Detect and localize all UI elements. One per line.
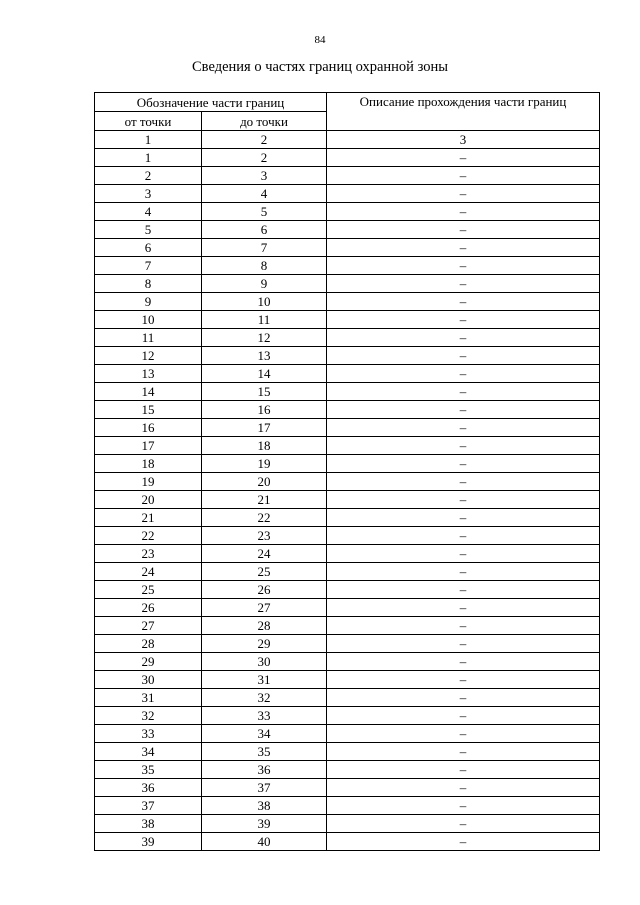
cell-from-point: 39 [95,833,202,851]
cell-description: – [327,491,600,509]
table-row [95,149,600,167]
cell-to-point: 37 [202,779,327,797]
cell-to-point: 8 [202,257,327,275]
cell-from-point: 7 [95,257,202,275]
table-row [95,797,600,815]
table-row [95,599,600,617]
table-row [95,653,600,671]
cell-to-point: 36 [202,761,327,779]
column-number-3: 3 [327,131,600,149]
table-row [95,329,600,347]
table-row [95,383,600,401]
cell-from-point: 22 [95,527,202,545]
cell-description: – [327,455,600,473]
header-to-point: до точки [202,112,327,131]
cell-from-point: 30 [95,671,202,689]
table-row [95,203,600,221]
cell-to-point: 30 [202,653,327,671]
table-header [95,93,600,131]
cell-description: – [327,545,600,563]
cell-to-point: 14 [202,365,327,383]
table-row [95,257,600,275]
cell-description: – [327,239,600,257]
cell-from-point: 27 [95,617,202,635]
cell-description: – [327,221,600,239]
table-row [95,293,600,311]
cell-to-point: 5 [202,203,327,221]
table-row [95,671,600,689]
cell-description: – [327,167,600,185]
cell-description: – [327,257,600,275]
cell-to-point: 12 [202,329,327,347]
table-row [95,725,600,743]
cell-description: – [327,815,600,833]
cell-to-point: 2 [202,149,327,167]
cell-from-point: 4 [95,203,202,221]
cell-from-point: 13 [95,365,202,383]
cell-description: – [327,311,600,329]
cell-from-point: 23 [95,545,202,563]
cell-from-point: 37 [95,797,202,815]
table-row [95,779,600,797]
cell-from-point: 9 [95,293,202,311]
header-row-group [95,93,600,112]
cell-from-point: 16 [95,419,202,437]
cell-from-point: 32 [95,707,202,725]
cell-description: – [327,797,600,815]
cell-from-point: 5 [95,221,202,239]
cell-from-point: 25 [95,581,202,599]
cell-from-point: 24 [95,563,202,581]
cell-to-point: 15 [202,383,327,401]
cell-to-point: 26 [202,581,327,599]
document-title: Сведения о частях границ охранной зоны [192,59,448,75]
cell-description: – [327,707,600,725]
cell-description: – [327,365,600,383]
cell-to-point: 38 [202,797,327,815]
cell-from-point: 38 [95,815,202,833]
cell-to-point: 31 [202,671,327,689]
cell-to-point: 20 [202,473,327,491]
cell-description: – [327,563,600,581]
table-row [95,689,600,707]
cell-from-point: 6 [95,239,202,257]
cell-description: – [327,671,600,689]
cell-description: – [327,329,600,347]
cell-from-point: 19 [95,473,202,491]
cell-from-point: 14 [95,383,202,401]
cell-to-point: 34 [202,725,327,743]
cell-from-point: 28 [95,635,202,653]
cell-from-point: 2 [95,167,202,185]
cell-description: – [327,779,600,797]
table-row [95,419,600,437]
header-from-point: от точки [95,112,202,131]
cell-description: – [327,689,600,707]
cell-to-point: 39 [202,815,327,833]
table-row [95,221,600,239]
cell-from-point: 1 [95,149,202,167]
cell-to-point: 4 [202,185,327,203]
cell-from-point: 11 [95,329,202,347]
cell-description: – [327,743,600,761]
table-row [95,473,600,491]
cell-from-point: 15 [95,401,202,419]
table-row [95,167,600,185]
cell-description: – [327,401,600,419]
cell-description: – [327,437,600,455]
table-body [95,131,600,851]
cell-description: – [327,275,600,293]
table-row [95,743,600,761]
cell-to-point: 22 [202,509,327,527]
cell-description: – [327,419,600,437]
table-row [95,563,600,581]
table-row [95,275,600,293]
cell-from-point: 34 [95,743,202,761]
cell-to-point: 28 [202,617,327,635]
table-row [95,401,600,419]
table-row [95,311,600,329]
cell-to-point: 24 [202,545,327,563]
column-number-1: 1 [95,131,202,149]
cell-description: – [327,185,600,203]
cell-description: – [327,473,600,491]
header-description: Описание прохождения части границ [327,93,600,131]
cell-from-point: 3 [95,185,202,203]
cell-from-point: 17 [95,437,202,455]
cell-description: – [327,149,600,167]
cell-from-point: 26 [95,599,202,617]
cell-from-point: 18 [95,455,202,473]
table-row [95,635,600,653]
cell-to-point: 9 [202,275,327,293]
cell-description: – [327,581,600,599]
cell-to-point: 7 [202,239,327,257]
table-row [95,581,600,599]
cell-description: – [327,617,600,635]
cell-description: – [327,761,600,779]
table-row [95,545,600,563]
cell-to-point: 16 [202,401,327,419]
cell-to-point: 17 [202,419,327,437]
table-row [95,491,600,509]
cell-description: – [327,347,600,365]
cell-from-point: 36 [95,779,202,797]
cell-description: – [327,383,600,401]
cell-from-point: 12 [95,347,202,365]
cell-from-point: 33 [95,725,202,743]
cell-to-point: 3 [202,167,327,185]
cell-to-point: 10 [202,293,327,311]
cell-to-point: 32 [202,689,327,707]
table-row [95,617,600,635]
table-row [95,527,600,545]
cell-description: – [327,635,600,653]
cell-description: – [327,509,600,527]
table-row [95,833,600,851]
cell-from-point: 35 [95,761,202,779]
table-row [95,761,600,779]
cell-to-point: 21 [202,491,327,509]
cell-description: – [327,527,600,545]
table-row [95,437,600,455]
column-number-2: 2 [202,131,327,149]
cell-from-point: 8 [95,275,202,293]
cell-to-point: 27 [202,599,327,617]
page-number: 84 [314,34,326,46]
cell-to-point: 29 [202,635,327,653]
cell-from-point: 20 [95,491,202,509]
cell-description: – [327,203,600,221]
table-row [95,365,600,383]
cell-from-point: 29 [95,653,202,671]
cell-to-point: 23 [202,527,327,545]
table-row [95,815,600,833]
table-row [95,707,600,725]
cell-to-point: 19 [202,455,327,473]
cell-from-point: 21 [95,509,202,527]
cell-description: – [327,653,600,671]
cell-to-point: 6 [202,221,327,239]
cell-from-point: 31 [95,689,202,707]
cell-to-point: 13 [202,347,327,365]
cell-to-point: 25 [202,563,327,581]
cell-description: – [327,293,600,311]
boundary-parts-table [94,92,600,851]
table-row [95,347,600,365]
table-row [95,509,600,527]
column-numbering-row [95,131,600,149]
header-boundary-designation: Обозначение части границ [95,93,327,112]
cell-description: – [327,599,600,617]
table-row [95,239,600,257]
table-row [95,185,600,203]
cell-to-point: 40 [202,833,327,851]
table-row [95,455,600,473]
cell-description: – [327,833,600,851]
cell-to-point: 35 [202,743,327,761]
cell-from-point: 10 [95,311,202,329]
cell-description: – [327,725,600,743]
cell-to-point: 33 [202,707,327,725]
cell-to-point: 18 [202,437,327,455]
cell-to-point: 11 [202,311,327,329]
